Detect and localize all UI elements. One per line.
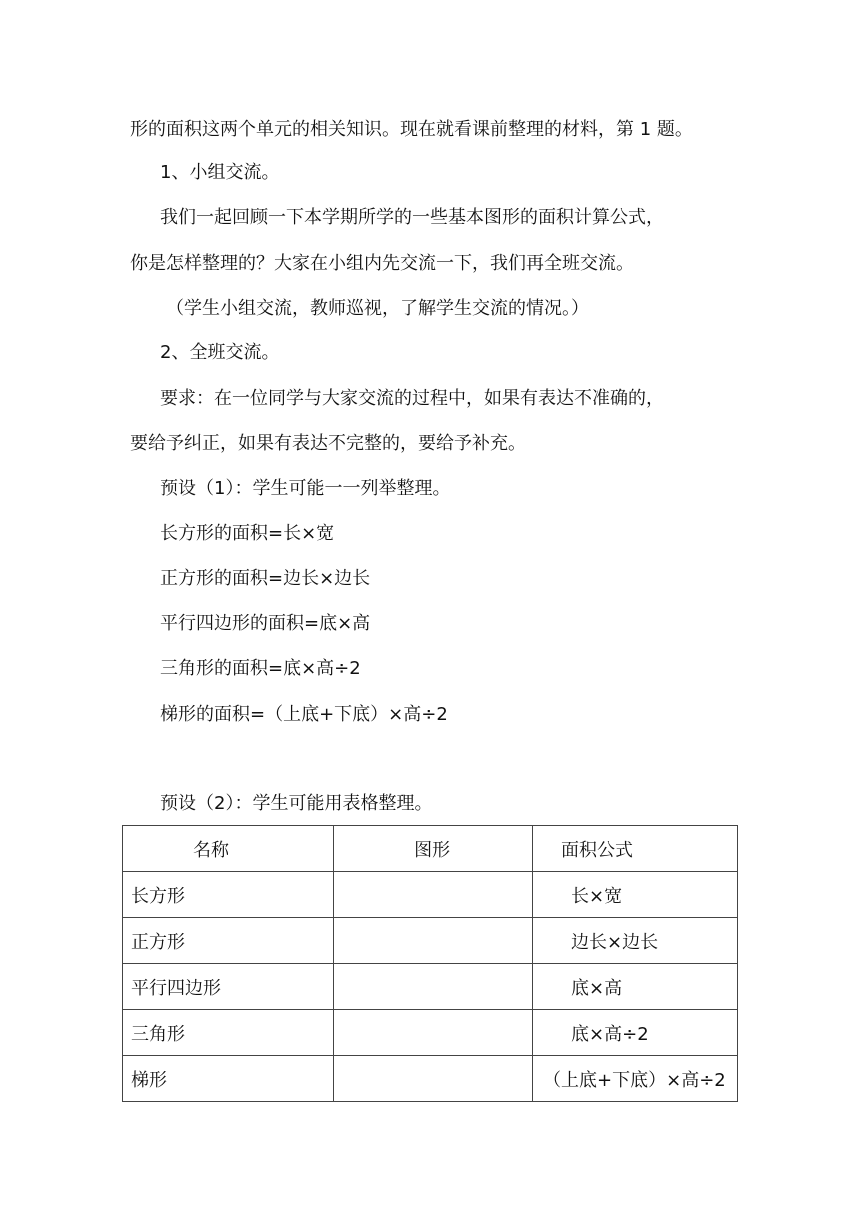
formula-line: 梯形的面积=（上底+下底）×高÷2 <box>160 704 448 725</box>
shape-name-cell: 梯形 <box>123 1056 334 1102</box>
section-heading: 2、全班交流。 <box>160 342 280 363</box>
table-header-cell: 面积公式 <box>533 826 738 872</box>
table-row <box>123 964 738 1010</box>
paragraph-line: 你是怎样整理的？大家在小组内先交流一下，我们再全班交流。 <box>130 253 634 274</box>
table-header-cell: 图形 <box>334 826 533 872</box>
shape-figure-cell <box>334 1056 533 1102</box>
formula-line: 平行四边形的面积=底×高 <box>160 613 371 634</box>
formula-line: 三角形的面积=底×高÷2 <box>160 658 361 679</box>
shape-figure-cell <box>334 1010 533 1056</box>
table-row <box>123 872 738 918</box>
paragraph-line: 要给予纠正，如果有表达不完整的，要给予补充。 <box>130 433 526 454</box>
paragraph-line: 要求：在一位同学与大家交流的过程中，如果有表达不准确的， <box>160 388 664 409</box>
table-row <box>123 918 738 964</box>
formula-cell: 长×宽 <box>533 872 738 918</box>
shape-name-cell: 正方形 <box>123 918 334 964</box>
formula-cell: （上底+下底）×高÷2 <box>533 1056 738 1102</box>
paragraph-line: （学生小组交流，教师巡视，了解学生交流的情况。） <box>166 298 589 319</box>
shape-name-cell: 平行四边形 <box>123 964 334 1010</box>
paragraph-line: 我们一起回顾一下本学期所学的一些基本图形的面积计算公式， <box>160 207 664 228</box>
formula-cell: 边长×边长 <box>533 918 738 964</box>
table-row <box>123 1010 738 1056</box>
shape-figure-cell <box>334 964 533 1010</box>
shape-name-cell: 长方形 <box>123 872 334 918</box>
formula-cell: 底×高 <box>533 964 738 1010</box>
shape-name-cell: 三角形 <box>123 1010 334 1056</box>
formula-line: 正方形的面积=边长×边长 <box>160 568 371 589</box>
shape-figure-cell <box>334 872 533 918</box>
paragraph-line: 预设（2）：学生可能用表格整理。 <box>160 793 433 814</box>
table-row <box>123 1056 738 1102</box>
shape-figure-cell <box>334 918 533 964</box>
formula-line: 长方形的面积=长×宽 <box>160 523 335 544</box>
section-heading: 1、小组交流。 <box>160 162 280 183</box>
paragraph-line: 预设（1）：学生可能一一列举整理。 <box>160 478 451 499</box>
area-formula-table <box>122 825 738 1102</box>
table-header-cell: 名称 <box>123 826 334 872</box>
formula-cell: 底×高÷2 <box>533 1010 738 1056</box>
paragraph-line: 形的面积这两个单元的相关知识。现在就看课前整理的材料，第 1 题。 <box>130 119 693 140</box>
table-header-row <box>123 826 738 872</box>
